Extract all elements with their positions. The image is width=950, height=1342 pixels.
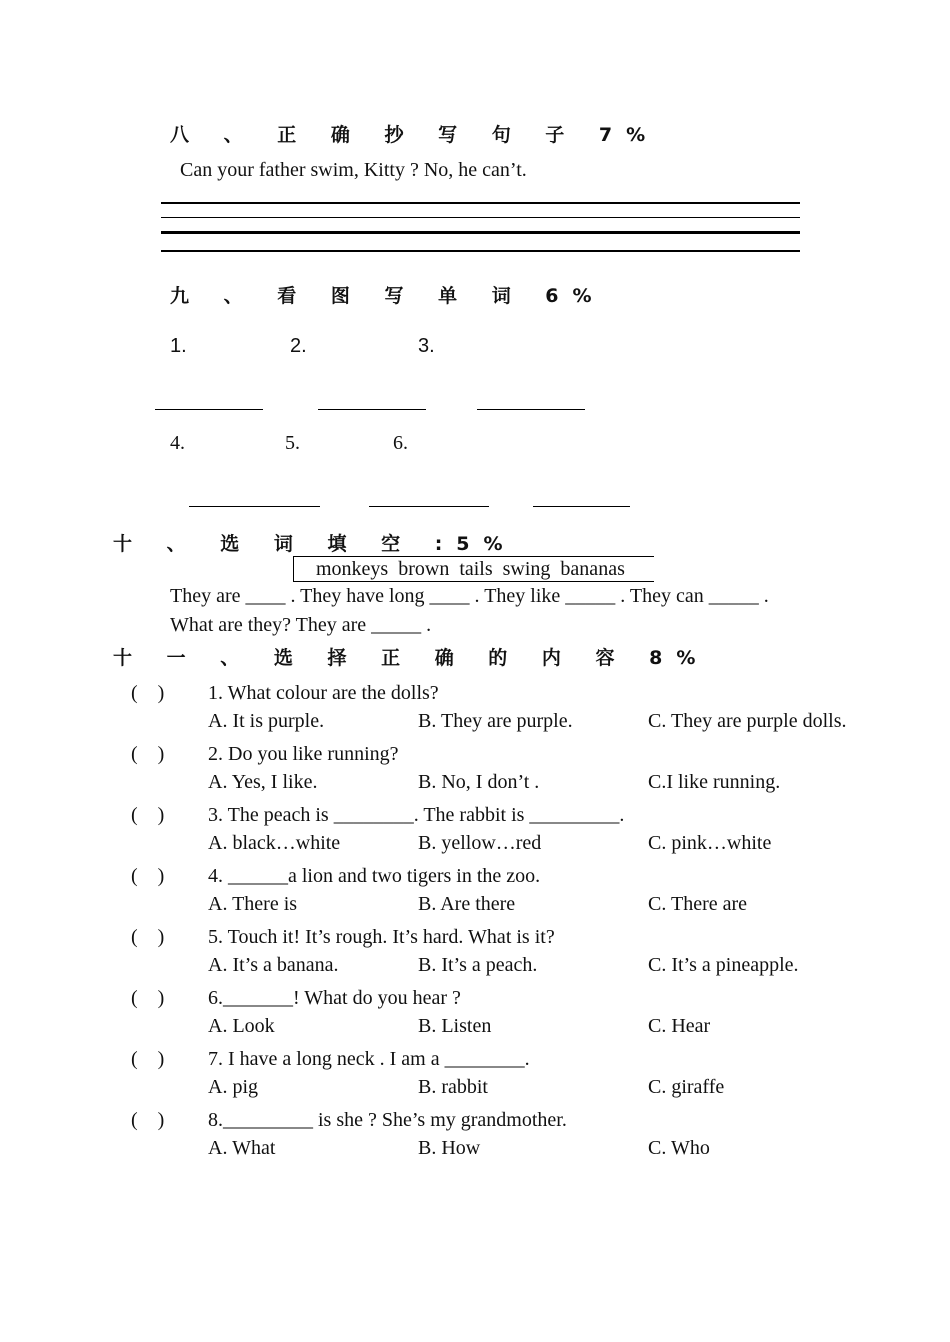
answer-blank-1[interactable] bbox=[155, 409, 263, 410]
option-a: A. It is purple. bbox=[208, 710, 325, 732]
option-b: B. Are there bbox=[418, 893, 516, 915]
option-c: C. Hear bbox=[648, 1015, 711, 1037]
option-b: B. It’s a peach. bbox=[418, 954, 538, 976]
answer-blank-6[interactable] bbox=[533, 506, 630, 507]
option-a: A. It’s a banana. bbox=[208, 954, 339, 976]
option-c: C. They are purple dolls. bbox=[648, 710, 847, 732]
question-text: 8._________ is she ? She’s my grandmother. bbox=[208, 1109, 567, 1131]
section10-heading: 十 、 选 词 填 空 :5% bbox=[113, 533, 517, 555]
option-c: C. There are bbox=[648, 893, 748, 915]
option-b: B. rabbit bbox=[418, 1076, 488, 1098]
option-a: A. pig bbox=[208, 1076, 258, 1098]
option-b: B. No, I don’t . bbox=[418, 771, 540, 793]
question-text: 4. ______a lion and two tigers in the zoo. bbox=[208, 865, 541, 887]
picture-number-4: 4. bbox=[170, 432, 185, 454]
answer-blank-2[interactable] bbox=[318, 409, 426, 410]
answer-bracket[interactable]: ( ) bbox=[131, 987, 165, 1009]
fill-line-1: They are ____ . They have long ____ . They like _____ . They can _____ . bbox=[170, 585, 769, 607]
picture-number-2: 2. bbox=[290, 335, 307, 357]
section8-heading: 八 、 正 确 抄 写 句 子 7% bbox=[170, 124, 660, 146]
option-a: A. Look bbox=[208, 1015, 275, 1037]
question-text: 5. Touch it! It’s rough. It’s hard. What is it? bbox=[208, 926, 555, 948]
picture-number-6: 6. bbox=[393, 432, 408, 454]
option-c: C. Who bbox=[648, 1137, 710, 1159]
question-text: 3. The peach is ________. The rabbit is _________. bbox=[208, 804, 625, 826]
option-b: B. How bbox=[418, 1137, 481, 1159]
section11-heading: 十 一 、 选 择 正 确 的 内 容 8% bbox=[113, 647, 710, 669]
option-c: C. giraffe bbox=[648, 1076, 725, 1098]
picture-number-1: 1. bbox=[170, 335, 187, 357]
answer-bracket[interactable]: ( ) bbox=[131, 804, 165, 826]
word-bank: monkeys brown tails swing bananas bbox=[293, 556, 654, 582]
answer-bracket[interactable]: ( ) bbox=[131, 1109, 165, 1131]
option-a: A. Yes, I like. bbox=[208, 771, 318, 793]
answer-blank-4[interactable] bbox=[189, 506, 320, 507]
section9-heading: 九 、 看 图 写 单 词 6% bbox=[170, 285, 606, 307]
picture-number-5: 5. bbox=[285, 432, 300, 454]
answer-bracket[interactable]: ( ) bbox=[131, 743, 165, 765]
picture-number-3: 3. bbox=[418, 335, 435, 357]
option-b: B. Listen bbox=[418, 1015, 492, 1037]
option-b: B. They are purple. bbox=[418, 710, 573, 732]
writing-line-3 bbox=[161, 231, 800, 234]
answer-blank-3[interactable] bbox=[477, 409, 585, 410]
question-text: 7. I have a long neck . I am a ________. bbox=[208, 1048, 530, 1070]
answer-bracket[interactable]: ( ) bbox=[131, 1048, 165, 1070]
question-text: 1. What colour are the dolls? bbox=[208, 682, 439, 704]
option-a: A. There is bbox=[208, 893, 298, 915]
option-c: C.I like running. bbox=[648, 771, 781, 793]
copy-sentence: Can your father swim, Kitty ? No, he can’t. bbox=[180, 159, 527, 181]
option-c: C. pink…white bbox=[648, 832, 772, 854]
fill-line-2: What are they? They are _____ . bbox=[170, 614, 432, 636]
option-b: B. yellow…red bbox=[418, 832, 542, 854]
question-text: 2. Do you like running? bbox=[208, 743, 399, 765]
writing-line-1 bbox=[161, 202, 800, 204]
answer-bracket[interactable]: ( ) bbox=[131, 865, 165, 887]
answer-bracket[interactable]: ( ) bbox=[131, 682, 165, 704]
question-text: 6._______! What do you hear ? bbox=[208, 987, 461, 1009]
option-a: A. What bbox=[208, 1137, 276, 1159]
answer-bracket[interactable]: ( ) bbox=[131, 926, 165, 948]
answer-blank-5[interactable] bbox=[369, 506, 489, 507]
option-a: A. black…white bbox=[208, 832, 341, 854]
writing-line-4 bbox=[161, 250, 800, 252]
option-c: C. It’s a pineapple. bbox=[648, 954, 799, 976]
writing-line-2 bbox=[161, 217, 800, 218]
